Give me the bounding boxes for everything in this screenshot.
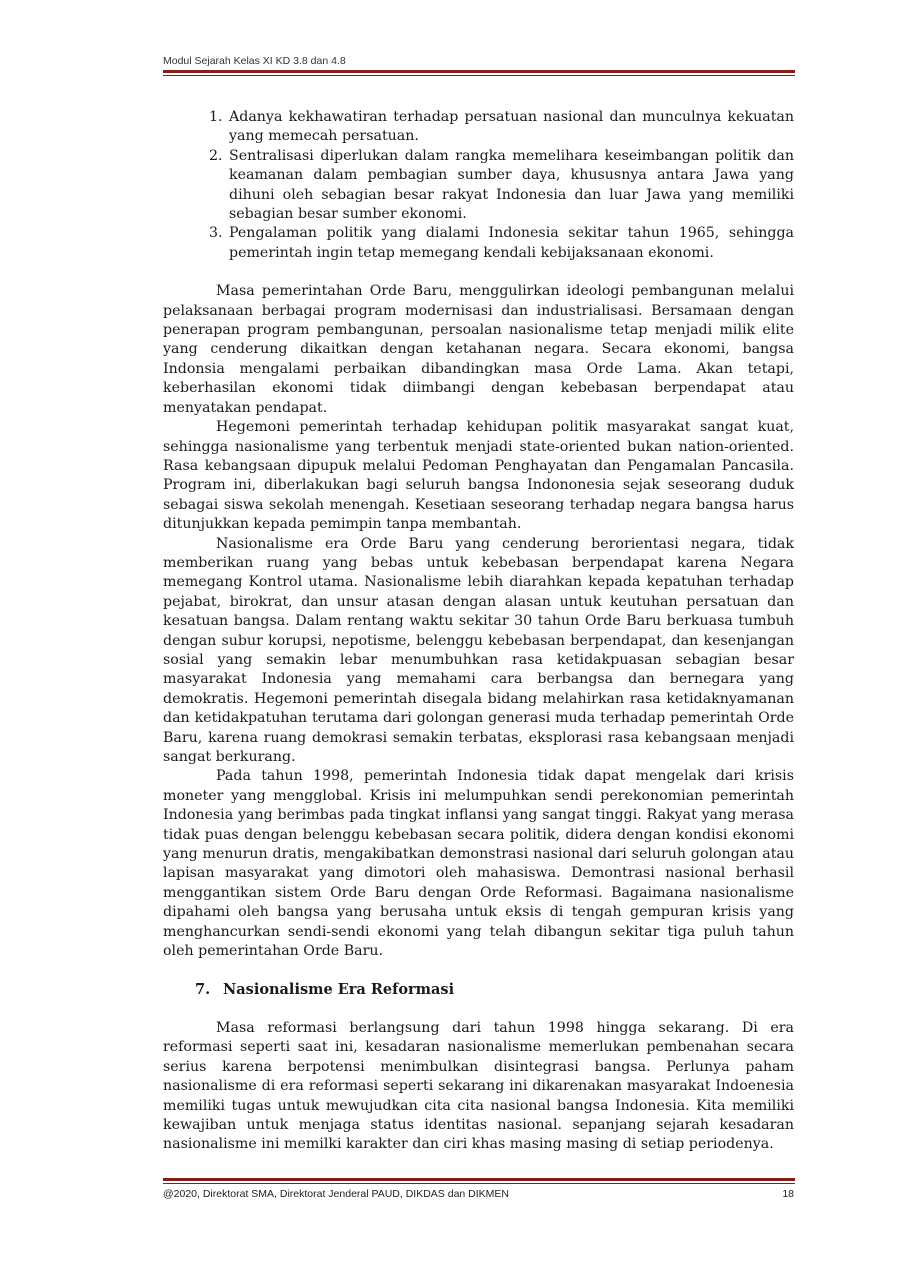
header-rule (163, 70, 795, 76)
list-item: 2. Sentralisasi diperlukan dalam rangka memelihara keseimbangan politik dan keamanan dalam pembagian sumber daya, khususnya antara Jawa yang dihuni oleh sebagian besar rakyat Indonesia dan luar Jawa yang memiliki sebagian besar sumber ekonomi. (227, 147, 794, 225)
section-heading (195, 980, 794, 999)
page-number: 18 (782, 1188, 794, 1200)
list-item: 1. Adanya kekhawatiran terhadap persatuan nasional dan munculnya kekuatan yang memecah persatuan. (227, 108, 794, 147)
section-number: 7. (195, 981, 211, 999)
header-rule-thick (163, 70, 795, 73)
header-rule-thin (163, 75, 795, 76)
footer-text: @2020, Direktorat SMA, Direktorat Jenderal PAUD, DIKDAS dan DIKMEN (163, 1188, 510, 1200)
paragraph: Masa pemerintahan Orde Baru, menggulirkan ideologi pembangunan melalui pelaksanaan berbagai program modernisasi dan industrialisasi. Bersamaan dengan penerapan program pembangunan, persoalan nasionalisme tetap menjadi milik elite yang cenderung dikaitkan dengan ketahanan negara. Secara ekonomi, bangsa Indonsia mengalami perbaikan dibandingkan masa Orde Lama. Akan tetapi, keberhasilan ekonomi tidak diimbangi dengan kebebasan berpendapat atau menyatakan pendapat. (163, 283, 794, 416)
footer-rule-thick (163, 1178, 795, 1181)
paragraph: Masa reformasi berlangsung dari tahun 1998 hingga sekarang. Di era reformasi seperti saat ini, kesadaran nasionalisme memerlukan pembenahan secara serius karena berpotensi menimbulkan disintegrasi bangsa. Perlunya paham nasionalisme di era reformasi seperti sekarang ini dikarenakan masyarakat Indoenesia memiliki tugas untuk mewujudkan cita cita nasional bangsa Indonesia. Kita memiliki kewajiban untuk menjaga status identitas nasional. sepanjang sejarah kesadaran nasionalisme ini memilki karakter dan ciri khas masing masing di setiap periodenya. (163, 1019, 794, 1153)
numbered-list (163, 108, 794, 263)
footer-rule (163, 1178, 795, 1184)
footer-rule-thin (163, 1183, 795, 1184)
main-content (163, 108, 794, 1155)
header-title: Modul Sejarah Kelas XI KD 3.8 dan 4.8 (163, 55, 346, 67)
paragraph: Nasionalisme era Orde Baru yang cenderung berorientasi negara, tidak memberikan ruang yang bebas untuk kebebasan berpendapat karena Negara memegang Kontrol utama. Nasionalisme lebih diarahkan kepada kepatuhan terhadap pejabat, birokrat, dan unsur atasan dengan alasan untuk keutuhan persatuan dan kesatuan bangsa. Dalam rentang waktu sekitar 30 tahun Orde Baru berkuasa tumbuh dengan subur korupsi, nepotisme, belenggu kebebasan berpendapat, dan kesenjangan sosial yang semakin lebar menumbuhkan rasa ketidakpuasan sebagian besar masyarakat Indonesia yang memahami cara berbangsa dan bernegara yang demokratis. Hegemoni pemerintah disegala bidang melahirkan rasa ketidaknyamanan dan ketidakpatuhan terutama dari golongan generasi muda terhadap pemerintah Orde Baru, karena ruang demokrasi semakin terbatas, eksplorasi rasa kebangsaan menjadi sangat berkurang. (163, 535, 794, 765)
list-item: 3. Pengalaman politik yang dialami Indonesia sekitar tahun 1965, sehingga pemerintah ingin tetap memegang kendali kebijaksanaan ekonomi. (227, 224, 794, 263)
section-title: Nasionalisme Era Reformasi (223, 981, 455, 999)
paragraph: Pada tahun 1998, pemerintah Indonesia tidak dapat mengelak dari krisis moneter yang mengglobal. Krisis ini melumpuhkan sendi perekonomian pemerintah Indonesia yang berimbas pada tingkat inflansi yang sangat tinggi. Rakyat yang merasa tidak puas dengan belenggu kebebasan secara politik, didera dengan kondisi ekonomi yang menurun dratis, mengakibatkan demonstrasi nasional dari seluruh golongan atau lapisan masyarakat yang dimotori oleh mahasiswa. Demontrasi nasional berhasil menggantikan sistem Orde Baru dengan Orde Reformasi. Bagaimana nasionalisme dipahami oleh bangsa yang berusaha untuk eksis di tengah gempuran krisis yang menghancurkan sendi-sendi ekonomi yang telah dibangun sekitar tiga puluh tahun oleh pemerintahan Orde Baru. (163, 768, 794, 960)
paragraph: Hegemoni pemerintah terhadap kehidupan politik masyarakat sangat kuat, sehingga nasionalisme yang terbentuk menjadi state-oriented bukan nation-oriented. Rasa kebangsaan dipupuk melalui Pedoman Penghayatan dan Pengamalan Pancasila. Program ini, diberlakukan bagi seluruh bangsa Indononesia sejak seseorang duduk sebagai siswa sekolah menengah. Kesetiaan seseorang terhadap negara bangsa harus ditunjukkan kepada pemimpin tanpa membantah. (163, 419, 794, 533)
